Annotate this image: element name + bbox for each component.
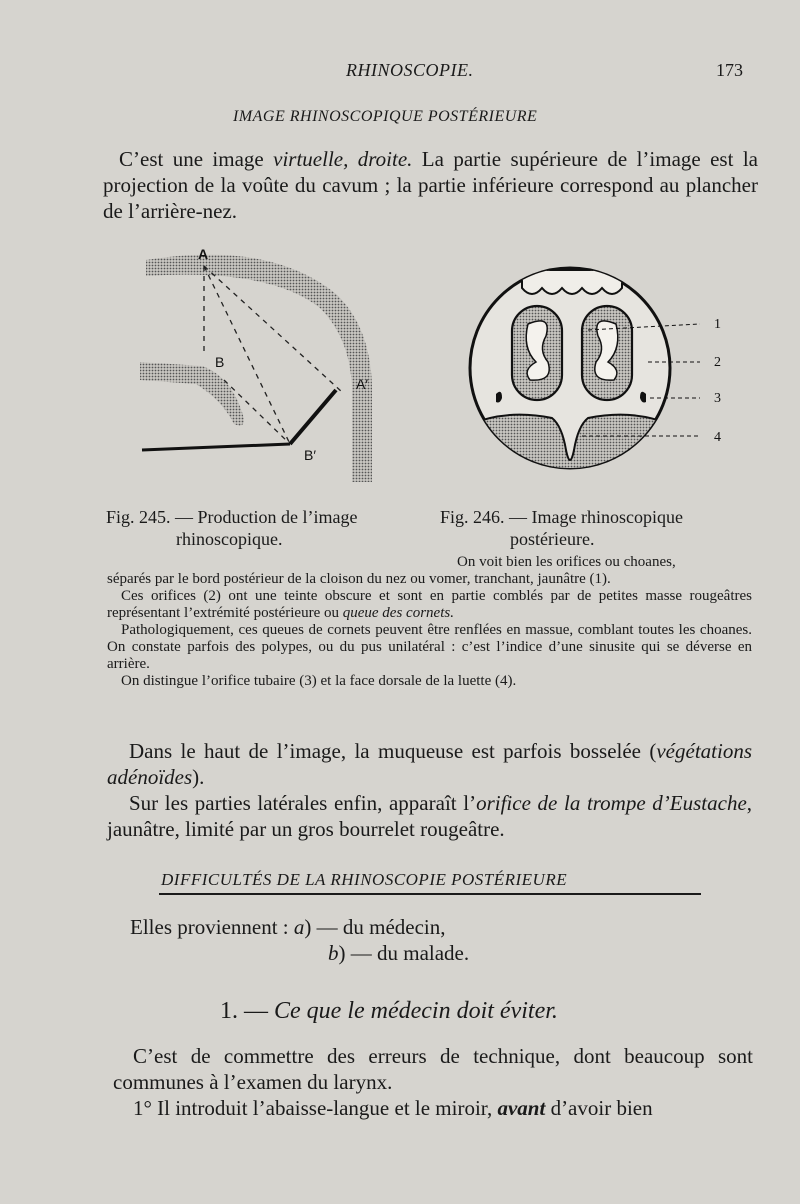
diff-a-text: ) — du médecin, bbox=[304, 915, 446, 939]
section-title-difficulties: DIFFICULTÉS DE LA RHINOSCOPIE POSTÉRIEURE bbox=[161, 870, 568, 889]
label-2: 2 bbox=[714, 355, 721, 370]
desc-line-1a: On voit bien les orifices ou choanes, bbox=[457, 554, 676, 570]
mirror-line bbox=[290, 390, 336, 444]
caption-246-line2: postérieure. bbox=[510, 529, 595, 549]
label-a: A bbox=[198, 246, 209, 262]
difficulty-b bbox=[130, 940, 469, 966]
figure-245-diagram bbox=[130, 246, 400, 498]
diff-b-text: ) — du malade. bbox=[338, 941, 470, 965]
label-a-prime: A′ bbox=[356, 376, 368, 392]
caption-245-line1: Fig. 245. — Production de l’image bbox=[106, 507, 358, 527]
p2-end: d’avoir bien bbox=[545, 1096, 653, 1120]
p2-avant: avant bbox=[497, 1096, 546, 1120]
body-paragraphs-2 bbox=[107, 738, 752, 842]
section-underline bbox=[159, 893, 701, 895]
p-a1: Dans le haut de l’image, la muqueuse est parfois bosselée ( bbox=[129, 739, 657, 763]
desc-line-1b: séparés par le bord postérieur de la cloison du nez ou vomer, tranchant, jaunâtre (1). bbox=[107, 571, 611, 587]
section-title-image: IMAGE RHINOSCOPIQUE POSTÉRIEURE bbox=[233, 108, 538, 125]
p-a2: végétations adénoïdes bbox=[107, 739, 752, 789]
body-paragraphs-3 bbox=[113, 1043, 753, 1121]
intro-italic: virtuelle, droite. bbox=[273, 147, 413, 171]
desc-2-italic: queue des cornets. bbox=[342, 605, 454, 621]
label-b: B bbox=[215, 354, 225, 370]
subheading-text: Ce que le médecin doit éviter. bbox=[274, 998, 558, 1024]
figure-246-diagram bbox=[462, 258, 742, 474]
p-b3: , jaunâtre, limité par un gros bourrelet rougeâtre. bbox=[107, 791, 753, 841]
caption-246-line1: Fig. 246. — Image rhinoscopique bbox=[440, 507, 683, 527]
page-number: 173 bbox=[716, 60, 743, 80]
p-b1: Sur les parties latérales enfin, apparaît l’ bbox=[129, 791, 477, 815]
desc-2-text: Ces orifices (2) ont une teinte obscure et sont en partie comblés par de petites masse rougeâtres représentant l’extrémité postérieure ou bbox=[107, 588, 752, 621]
label-3: 3 bbox=[714, 391, 721, 406]
difficulty-a bbox=[130, 914, 469, 940]
p2-text: 1° Il introduit l’abaisse-langue et le miroir, bbox=[133, 1096, 498, 1120]
paragraph-abaisse-langue bbox=[113, 1095, 753, 1121]
subheading-number: 1. — bbox=[220, 998, 274, 1024]
intro-paragraph bbox=[103, 146, 758, 224]
label-b-prime: B′ bbox=[304, 447, 316, 463]
p-a3: ). bbox=[192, 765, 205, 789]
subheading-medecin bbox=[220, 998, 558, 1025]
desc-para-4: On distingue l’orifice tubaire (3) et la face dorsale de la luette (4). bbox=[121, 673, 517, 689]
intro-text-1: C’est une image bbox=[119, 147, 274, 171]
diff-b-letter: b bbox=[328, 941, 339, 965]
figure-description bbox=[107, 554, 752, 690]
label-4: 4 bbox=[714, 430, 721, 445]
desc-para-2 bbox=[107, 588, 752, 622]
p-b2: orifice de la trompe d’Eustache bbox=[476, 791, 747, 815]
paragraph-erreurs: C’est de commettre des erreurs de technique, dont beaucoup sont communes à l’examen du larynx. bbox=[113, 1044, 753, 1094]
caption-fig-245 bbox=[106, 506, 426, 550]
label-1: 1 bbox=[714, 317, 721, 332]
caption-245-line2: rhinoscopique. bbox=[176, 529, 283, 549]
difficulties-list bbox=[130, 914, 469, 966]
diff-a-letter: a bbox=[293, 915, 305, 939]
paragraph-vegetations bbox=[107, 738, 752, 790]
paragraph-trompe bbox=[107, 790, 752, 842]
floor-line bbox=[142, 444, 290, 450]
intro-text-2: La partie supérieure de l’image est la projection de la voûte du cavum ; la partie inférieure correspond au plancher de l’arrière-nez. bbox=[103, 147, 758, 223]
diff-intro: Elles proviennent : bbox=[130, 915, 294, 939]
caption-fig-246 bbox=[440, 506, 760, 550]
desc-para-3: Pathologiquement, ces queues de cornets peuvent être renflées en massue, comblant toutes les choanes. On constate parfois des polypes, ou du pus unilatéral : c’est l’indice d’une sinusite qui se déverse en arrière. bbox=[107, 622, 752, 672]
header-title: RHINOSCOPIE. bbox=[346, 60, 474, 80]
running-header bbox=[0, 60, 800, 84]
soft-palate-shape bbox=[140, 362, 244, 426]
